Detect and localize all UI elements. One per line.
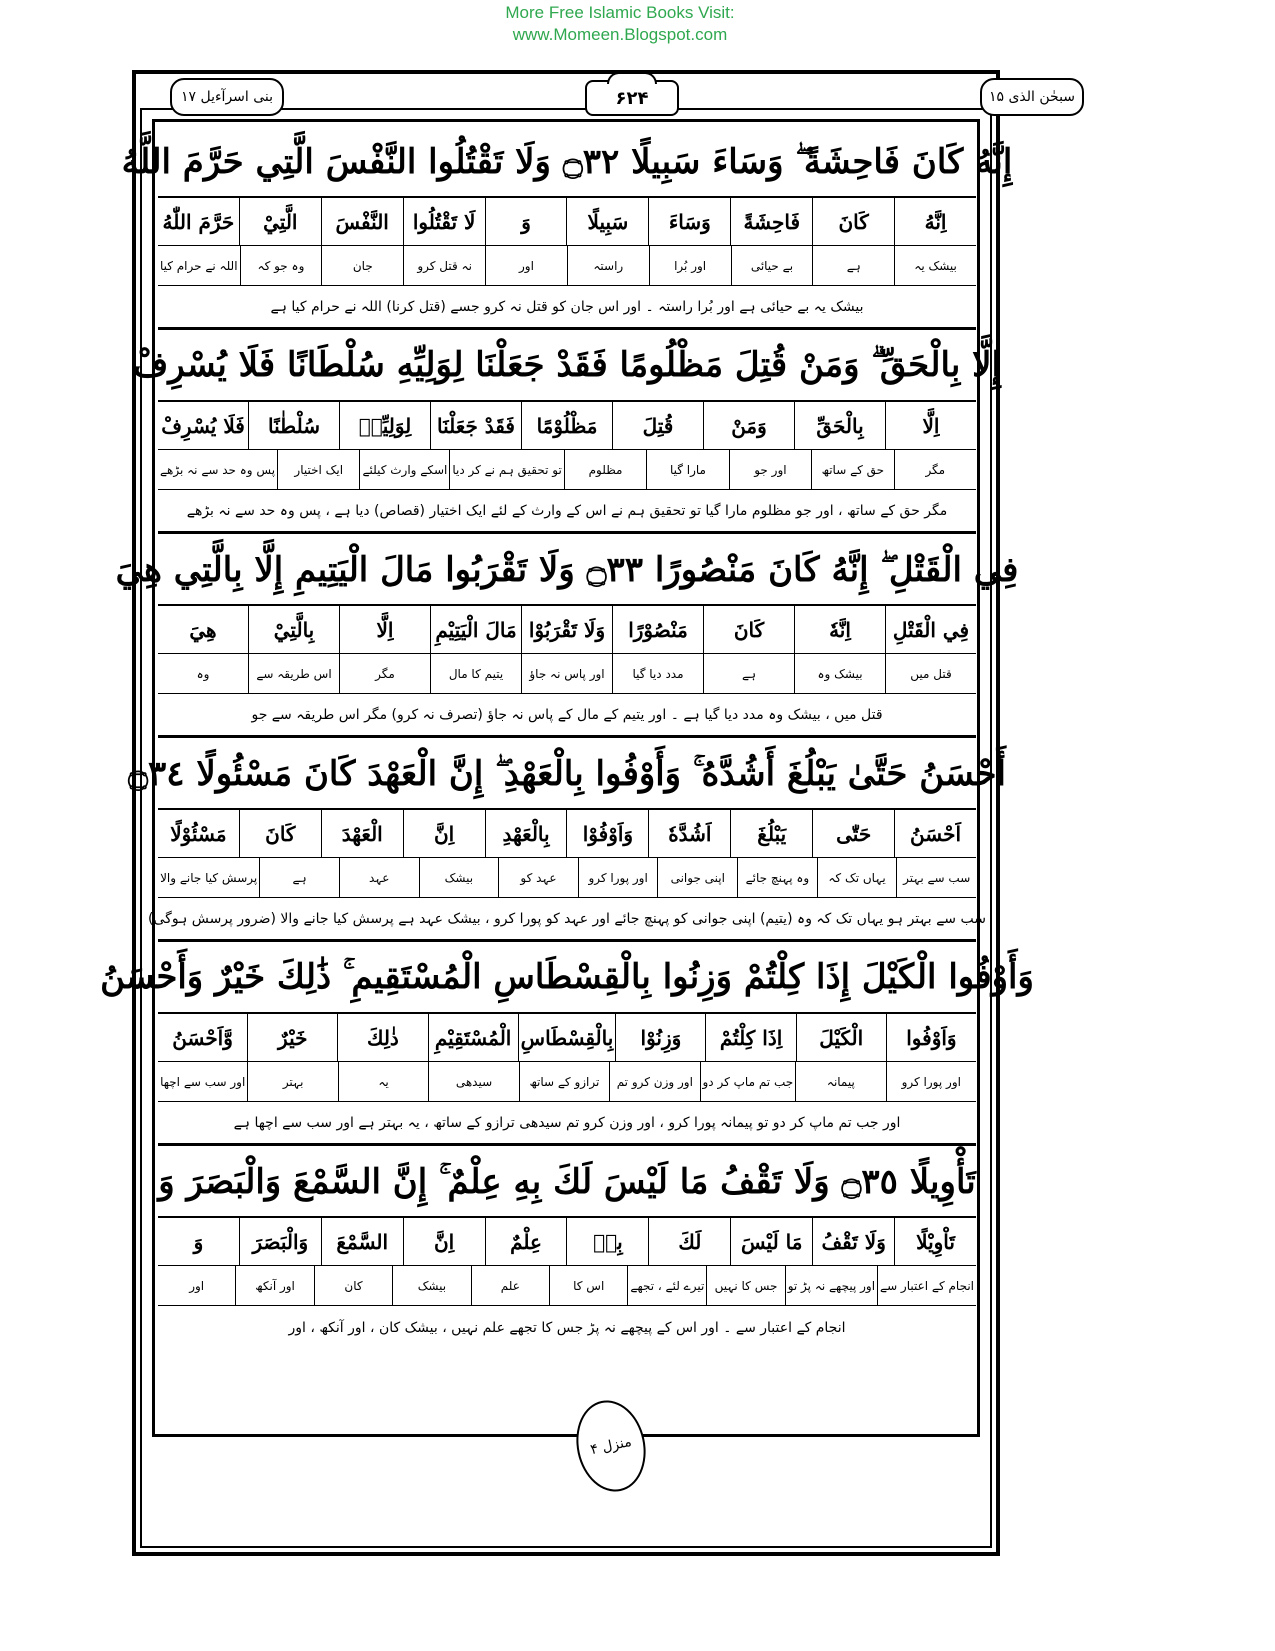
meaning-row <box>158 858 976 898</box>
arabic-word-cell: وَالْبَصَرَ <box>239 1218 321 1265</box>
urdu-meaning-cell: مدد دیا گیا <box>612 654 703 693</box>
word-row <box>158 1014 976 1062</box>
urdu-meaning-cell: ہے <box>703 654 794 693</box>
word-row <box>158 1218 976 1266</box>
arabic-word-cell: النَّفْسَ <box>321 198 403 245</box>
arabic-word-cell: هِيَ <box>189 617 217 642</box>
verse-section <box>128 738 1006 942</box>
urdu-meaning-cell: اور پاس نہ جاؤ <box>521 654 612 693</box>
urdu-meaning-cell: اللہ نے حرام کیا <box>159 258 238 273</box>
urdu-meaning-cell: عہد کو <box>498 858 578 897</box>
urdu-meaning-cell: قتل میں <box>885 654 976 693</box>
urdu-meaning-cell: تو تحقیق ہم نے کر دیا <box>449 450 563 489</box>
arabic-word-cell: وَلَا تَقْرَبُوْا <box>521 606 612 653</box>
promo-link[interactable]: www.Momeen.Blogspot.com <box>512 25 728 44</box>
arabic-word-cell: وَزِنُوْا <box>615 1014 705 1061</box>
arabic-word-cell: اِلَّا <box>885 402 976 449</box>
urdu-meaning-cell: اس طریقہ سے <box>248 654 339 693</box>
arabic-word-cell: فَلَا يُسْرِفْ <box>161 413 245 438</box>
urdu-meaning-cell: تیرے لئے ، تجھے <box>627 1266 706 1305</box>
urdu-translation-line: اور جب تم ماپ کر دو تو پیمانہ پورا کرو ، اور وزن کرو تم سیدھی ترازو کے ساتھ ، یہ بہتر ہے اور سب سے اچھا ہے <box>158 1102 976 1146</box>
urdu-meaning-cell: اور آنکھ <box>235 1266 313 1305</box>
urdu-meaning-cell: ترازو کے ساتھ <box>519 1062 609 1101</box>
urdu-meaning-cell: بیشک یہ <box>894 246 976 285</box>
urdu-meaning-cell: وہ پہنچ جائے <box>737 858 817 897</box>
arabic-word-cell: اِنَّهُ <box>894 198 976 245</box>
urdu-meaning-cell: ایک اختیار <box>277 450 359 489</box>
urdu-meaning-cell: وہ <box>196 666 210 681</box>
urdu-meaning-cell: اور سب سے اچھا <box>160 1074 246 1089</box>
arabic-word-cell: الْكَيْلَ <box>796 1014 886 1061</box>
arabic-word-cell: بِهٖ <box>566 1218 648 1265</box>
meaning-row <box>158 450 976 490</box>
urdu-meaning-cell: یہاں تک کہ <box>817 858 897 897</box>
verse-section <box>121 126 1013 330</box>
urdu-translation-line: بیشک یہ بے حیائی ہے اور بُرا راستہ ۔ اور اس جان کو قتل نہ کرو جسے (قتل کرنا) اللہ نے حرام کیا ہے <box>158 286 976 330</box>
urdu-meaning-cell: بیشک <box>392 1266 470 1305</box>
arabic-verse-line: إِلَّا بِالْحَقِّ ۗ وَمَنْ قُتِلَ مَظْلُومًا فَقَدْ جَعَلْنَا لِوَلِيِّهِ سُلْطَانًا فَلَا يُسْرِفْ <box>158 330 976 402</box>
arabic-verse-line: تَأْوِيلًا ۝٣٥ وَلَا تَقْفُ مَا لَيْسَ لَكَ بِهِ عِلْمٌ ۚ إِنَّ السَّمْعَ وَالْبَصَرَ وَ <box>158 1146 976 1218</box>
arabic-word-cell: اِنَّ <box>403 1218 485 1265</box>
urdu-meaning-cell: انجام کے اعتبار سے <box>877 1266 976 1305</box>
arabic-word-cell: كَانَ <box>812 198 894 245</box>
arabic-verse-line: فِي الْقَتْلِ ۖ إِنَّهُ كَانَ مَنْصُورًا ۝٣٣ وَلَا تَقْرَبُوا مَالَ الْيَتِيمِ إِلَّا بِالَّتِي هِيَ <box>158 534 976 606</box>
urdu-meaning-cell: اور جو <box>729 450 811 489</box>
arabic-word-cell: لَا تَقْتُلُوا <box>403 198 485 245</box>
manzil-badge: منزل ۴ <box>568 1394 654 1498</box>
arabic-word-cell: الْمُسْتَقِيْمِ <box>428 1014 518 1061</box>
urdu-meaning-cell: عہد <box>339 858 419 897</box>
arabic-verse-line: وَأَوْفُوا الْكَيْلَ إِذَا كِلْتُمْ وَزِنُوا بِالْقِسْطَاسِ الْمُسْتَقِيمِ ۚ ذَٰلِكَ خَيْرٌ وَأَحْسَنُ <box>158 942 976 1014</box>
urdu-meaning-cell: اور پورا کرو <box>886 1062 976 1101</box>
urdu-meaning-cell: جان <box>321 246 403 285</box>
urdu-meaning-cell: اور <box>485 246 567 285</box>
arabic-word-cell: سَبِيلًا <box>566 198 648 245</box>
arabic-word-cell: مَنْصُوْرًا <box>612 606 703 653</box>
arabic-word-cell: يَبْلُغَ <box>730 810 812 857</box>
promo-banner <box>0 2 1240 46</box>
arabic-word-cell: تَاْوِيْلًا <box>894 1218 976 1265</box>
word-row <box>158 402 976 450</box>
arabic-word-cell: مَا لَيْسَ <box>730 1218 812 1265</box>
arabic-word-cell: وَ <box>485 198 567 245</box>
urdu-meaning-cell: اپنی جوانی <box>657 858 737 897</box>
arabic-word-cell: اِنَّهٗ <box>794 606 885 653</box>
surah-label: بنی اسرآءیل ۱۷ <box>170 78 284 116</box>
arabic-word-cell: قُتِلَ <box>612 402 703 449</box>
urdu-meaning-cell: پس وہ حد سے نہ بڑھے <box>160 462 276 477</box>
meaning-row <box>158 246 976 286</box>
arabic-word-cell: اَحْسَنُ <box>894 810 976 857</box>
urdu-meaning-cell: اسکے وارث کیلئے <box>359 450 449 489</box>
arabic-word-cell: بِالْقِسْطَاسِ <box>518 1014 616 1061</box>
arabic-word-cell: خَيْرٌ <box>247 1014 337 1061</box>
urdu-meaning-cell: بیشک <box>419 858 499 897</box>
meaning-row <box>158 1062 976 1102</box>
verse-content <box>100 126 1034 1350</box>
arabic-word-cell: وَّاَحْسَنُ <box>172 1025 233 1050</box>
urdu-meaning-cell: ہے <box>259 858 339 897</box>
arabic-word-cell: لَكَ <box>648 1218 730 1265</box>
verse-section <box>158 1146 976 1350</box>
urdu-meaning-cell: نہ قتل کرو <box>403 246 485 285</box>
arabic-word-cell: وَاَوْفُوا <box>886 1014 976 1061</box>
urdu-translation-line: مگر حق کے ساتھ ، اور جو مظلوم مارا گیا تو تحقیق ہم نے اس کے وارث کے لئے ایک اختیار (قصاص) دیا ہے ، پس وہ حد سے نہ بڑھے <box>158 490 976 534</box>
urdu-meaning-cell: اس کا <box>549 1266 627 1305</box>
arabic-word-cell: حَتّٰى <box>812 810 894 857</box>
urdu-translation-line: سب سے بہتر ہو یہاں تک کہ وہ (یتیم) اپنی جوانی کو پہنچ جائے اور عہد کو پورا کرو ، بیشک عہد ہے پرسش کیا جانے والا (ضرور پرسش ہوگی) <box>158 898 976 942</box>
arabic-word-cell: لِوَلِيِّهٖ <box>339 402 430 449</box>
urdu-meaning-cell: مظلوم <box>564 450 646 489</box>
urdu-meaning-cell: حق کے ساتھ <box>811 450 893 489</box>
arabic-word-cell: وَاَوْفُوْا <box>566 810 648 857</box>
urdu-meaning-cell: راستہ <box>567 246 649 285</box>
urdu-meaning-cell: اور وزن کرو تم <box>609 1062 699 1101</box>
urdu-meaning-cell: پرسش کیا جانے والا <box>160 870 258 885</box>
urdu-meaning-cell: اور پورا کرو <box>578 858 658 897</box>
urdu-meaning-cell: اور بُرا <box>649 246 731 285</box>
arabic-word-cell: بِالْعَهْدِ <box>485 810 567 857</box>
arabic-word-cell: سُلْطٰنًا <box>248 402 339 449</box>
arabic-word-cell: كَانَ <box>239 810 321 857</box>
urdu-translation-line: قتل میں ، بیشک وہ مدد دیا گیا ہے ۔ اور یتیم کے مال کے پاس نہ جاؤ (تصرف نہ کرو) مگر اس طریقہ سے جو <box>158 694 976 738</box>
urdu-meaning-cell: علم <box>471 1266 549 1305</box>
arabic-word-cell: اِنَّ <box>403 810 485 857</box>
arabic-word-cell: السَّمْعَ <box>321 1218 403 1265</box>
verse-section <box>133 330 1001 534</box>
arabic-word-cell: وَسَاءَ <box>648 198 730 245</box>
arabic-word-cell: بِالَّتِيْ <box>248 606 339 653</box>
urdu-meaning-cell: اور پیچھے نہ پڑ تو <box>785 1266 877 1305</box>
arabic-word-cell: مَظْلُوْمًا <box>521 402 612 449</box>
urdu-meaning-cell: بہتر <box>247 1062 337 1101</box>
arabic-verse-line: أَحْسَنُ حَتَّىٰ يَبْلُغَ أَشُدَّهُ ۚ وَأَوْفُوا بِالْعَهْدِ ۖ إِنَّ الْعَهْدَ كَانَ مَسْئُولًا ۝٣٤ <box>158 738 976 810</box>
arabic-word-cell: اَشُدَّهٗ <box>648 810 730 857</box>
arabic-word-cell: اِلَّا <box>339 606 430 653</box>
word-row <box>158 606 976 654</box>
urdu-meaning-cell: یہ <box>338 1062 428 1101</box>
urdu-meaning-cell: اور <box>189 1278 205 1293</box>
urdu-meaning-cell: جس کا نہیں <box>706 1266 784 1305</box>
word-row <box>158 198 976 246</box>
arabic-word-cell: وَمَنْ <box>703 402 794 449</box>
urdu-meaning-cell: بے حیائی <box>731 246 813 285</box>
meaning-row <box>158 654 976 694</box>
urdu-meaning-cell: کان <box>314 1266 392 1305</box>
urdu-meaning-cell: مارا گیا <box>646 450 728 489</box>
promo-line-1: More Free Islamic Books Visit: <box>505 3 735 22</box>
urdu-meaning-cell: جب تم ماپ کر دو <box>700 1062 796 1101</box>
verse-section <box>115 534 1019 738</box>
arabic-word-cell: ذٰلِكَ <box>337 1014 427 1061</box>
urdu-meaning-cell: یتیم کا مال <box>430 654 521 693</box>
page-number: ۶۲۴ <box>585 80 679 116</box>
urdu-meaning-cell: سب سے بہتر <box>896 858 976 897</box>
arabic-word-cell: بِالْحَقِّ <box>794 402 885 449</box>
urdu-meaning-cell: مگر <box>894 450 976 489</box>
arabic-word-cell: كَانَ <box>703 606 794 653</box>
arabic-word-cell: مَسْئُوْلًا <box>170 821 227 846</box>
urdu-meaning-cell: وہ جو کہ <box>240 246 322 285</box>
arabic-word-cell: الْعَهْدَ <box>321 810 403 857</box>
urdu-meaning-cell: سیدھی <box>428 1062 518 1101</box>
meaning-row <box>158 1266 976 1306</box>
urdu-meaning-cell: پیمانہ <box>795 1062 885 1101</box>
verse-section <box>100 942 1034 1146</box>
arabic-word-cell: اِذَا كِلْتُمْ <box>705 1014 795 1061</box>
arabic-word-cell: مَالَ الْيَتِيْمِ <box>430 606 521 653</box>
arabic-word-cell: فِي الْقَتْلِ <box>885 606 976 653</box>
arabic-word-cell: حَرَّمَ اللّٰهُ <box>162 209 235 234</box>
urdu-translation-line: انجام کے اعتبار سے ۔ اور اس کے پیچھے نہ پڑ جس کا تجھے علم نہیں ، بیشک کان ، اور آنکھ ، اور <box>288 1320 846 1336</box>
para-label: سبحٰن الذی ۱۵ <box>980 78 1084 116</box>
arabic-word-cell: وَلَا تَقْفُ <box>812 1218 894 1265</box>
arabic-word-cell: الَّتِيْ <box>239 198 321 245</box>
arabic-verse-line: إِنَّهُ كَانَ فَاحِشَةً ۖ وَسَاءَ سَبِيلًا ۝٣٢ وَلَا تَقْتُلُوا النَّفْسَ الَّتِي حَرَّمَ اللَّهُ <box>158 126 976 198</box>
arabic-word-cell: وَ <box>193 1229 204 1254</box>
word-row <box>158 810 976 858</box>
urdu-meaning-cell: ہے <box>812 246 894 285</box>
urdu-meaning-cell: بیشک وہ <box>794 654 885 693</box>
urdu-meaning-cell: مگر <box>339 654 430 693</box>
arabic-word-cell: فَقَدْ جَعَلْنَا <box>430 402 521 449</box>
arabic-word-cell: عِلْمٌ <box>485 1218 567 1265</box>
arabic-word-cell: فَاحِشَةً <box>730 198 812 245</box>
